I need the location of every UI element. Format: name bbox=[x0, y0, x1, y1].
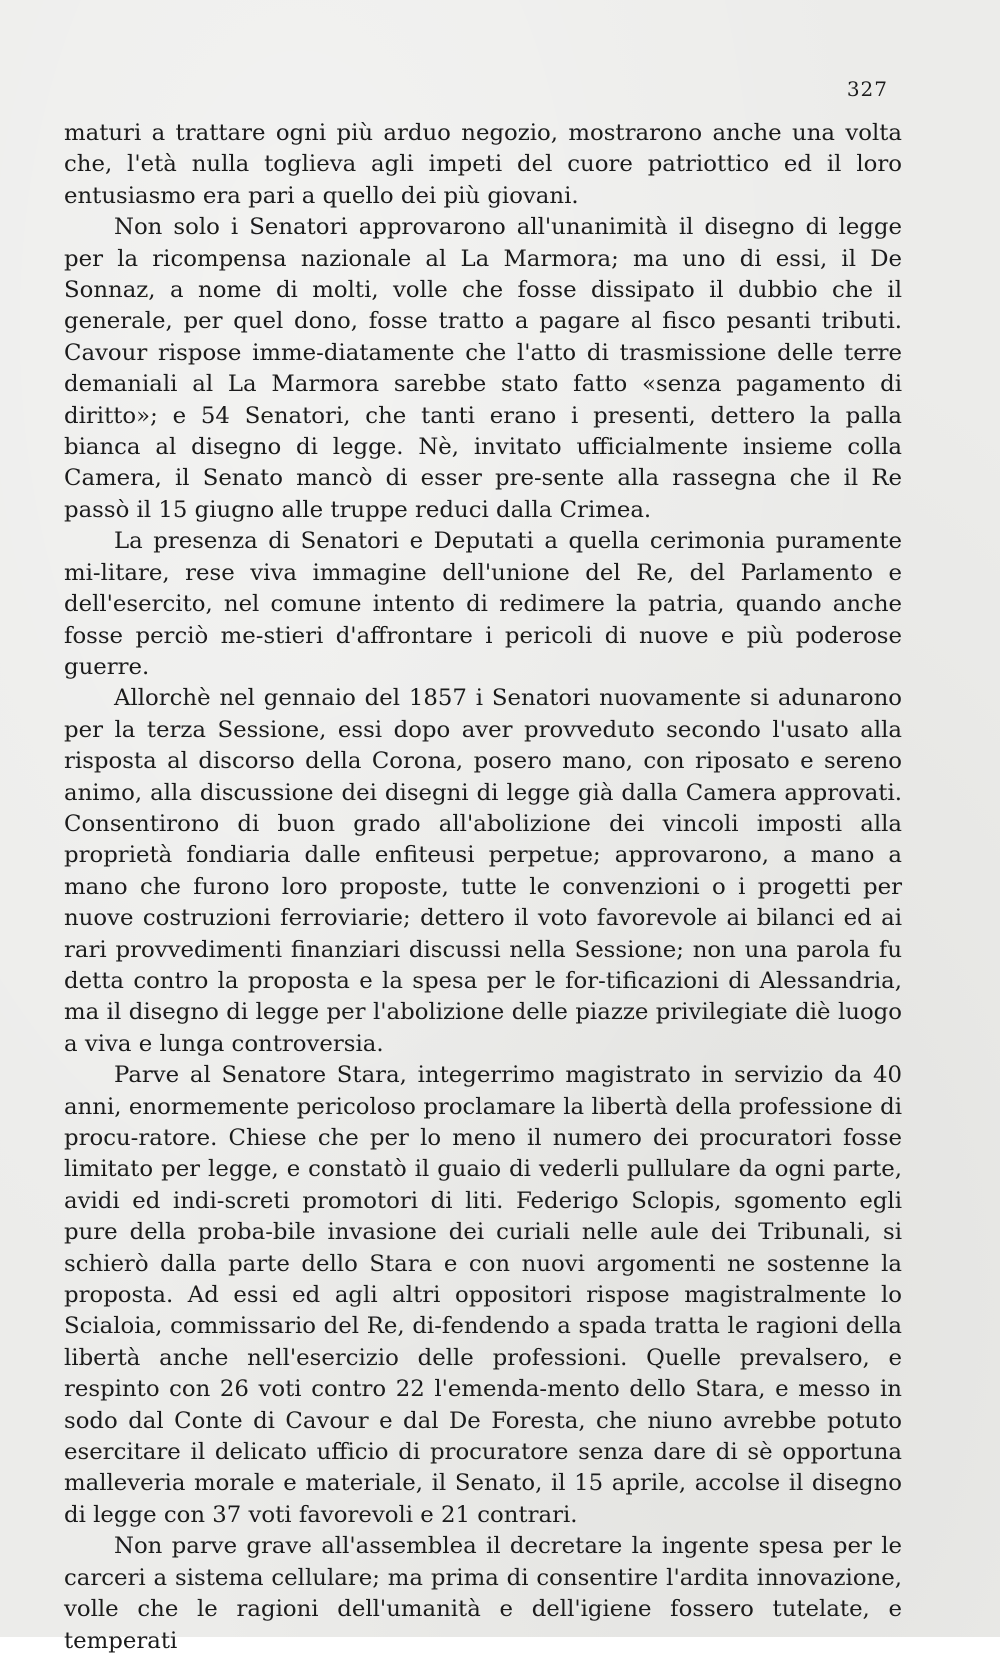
paragraph-6: Non parve grave all'assemblea il decretare la ingente spesa per le carceri a sistema cellulare; ma prima di consentire l'ardita innovazione, volle che le ragioni dell'umanità e dell'igiene fossero tutelate, e temperati bbox=[64, 1533, 902, 1654]
paragraph-3: La presenza di Senatori e Deputati a quella cerimonia puramente mi-litare, rese viva immagine dell'unione del Re, del Parlamento e dell'esercito, nel comune intento di redimere la patria, quando anche fosse perciò me-stieri d'affrontare i pericoli di nuove e più poderose guerre. bbox=[64, 528, 902, 680]
paragraph-4: Allorchè nel gennaio del 1857 i Senatori nuovamente si adunarono per la terza Sessione, essi dopo aver provveduto secondo l'usato alla risposta al discorso della Corona, posero mano, con riposato e sereno animo, alla discussione dei disegni di legge già dalla Camera approvati. Consentirono di buon grado all'abolizione dei vincoli imposti alla proprietà fondiaria dalle enfiteusi perpetue; approvarono, a mano a mano che furono loro proposte, tutte le convenzioni o i progetti per nuove costruzioni ferroviarie; dettero il voto favorevole ai bilanci ed ai rari provvedimenti finanziari discussi nella Sessione; non una parola fu detta contro la proposta e la spesa per le for-tificazioni di Alessandria, ma il disegno di legge per l'abolizione delle piazze privilegiate diè luogo a viva e lunga controversia. bbox=[64, 685, 902, 1057]
paragraph-1: maturi a trattare ogni più arduo negozio, mostrarono anche una volta che, l'età nulla toglieva agli impeti del cuore patriottico ed il loro entusiasmo era pari a quello dei più giovani. bbox=[64, 120, 902, 209]
paragraph-5: Parve al Senatore Stara, integerrimo magistrato in servizio da 40 anni, enormemente pericoloso proclamare la libertà della professione di procu-ratore. Chiese che per lo meno il numero dei procuratori fosse limitato per legge, e constatò il guaio di vederli pullulare da ogni parte, avidi ed indi-screti promotori di liti. Federigo Sclopis, sgomento egli pure della proba-bile invasione dei curiali nelle aule dei Tribunali, si schierò dalla parte dello Stara e con nuovi argomenti ne sostenne la proposta. Ad essi ed agli altri oppositori rispose magistralmente lo Scialoia, commissario del Re, di-fendendo a spada tratta le ragioni della libertà anche nell'esercizio delle professioni. Quelle prevalsero, e respinto con 26 voti contro 22 l'emenda-mento dello Stara, e messo in sodo dal Conte di Cavour e dal De Foresta, che niuno avrebbe potuto esercitare il delicato ufficio di procuratore senza dare di sè opportuna malleveria morale e materiale, il Senato, il 15 aprile, accolse il disegno di legge con 37 voti favorevoli e 21 contrari. bbox=[64, 1062, 902, 1528]
paragraph-2: Non solo i Senatori approvarono all'unanimità il disegno di legge per la ricompensa nazionale al La Marmora; ma uno di essi, il De Sonnaz, a nome di molti, volle che fosse dissipato il dubbio che il generale, per quel dono, fosse tratto a pagare al fisco pesanti tributi. Cavour rispose imme-diatamente che l'atto di trasmissione delle terre demaniali al La Marmora sarebbe stato fatto «senza pagamento di diritto»; e 54 Senatori, che tanti erano i presenti, dettero la palla bianca al disegno di legge. Nè, invitato ufficialmente insieme colla Camera, il Senato mancò di esser pre-sente alla rassegna che il Re passò il 15 giugno alle truppe reduci dalla Crimea. bbox=[64, 214, 902, 523]
body-text bbox=[64, 118, 902, 1657]
page-number: 327 bbox=[846, 77, 888, 101]
